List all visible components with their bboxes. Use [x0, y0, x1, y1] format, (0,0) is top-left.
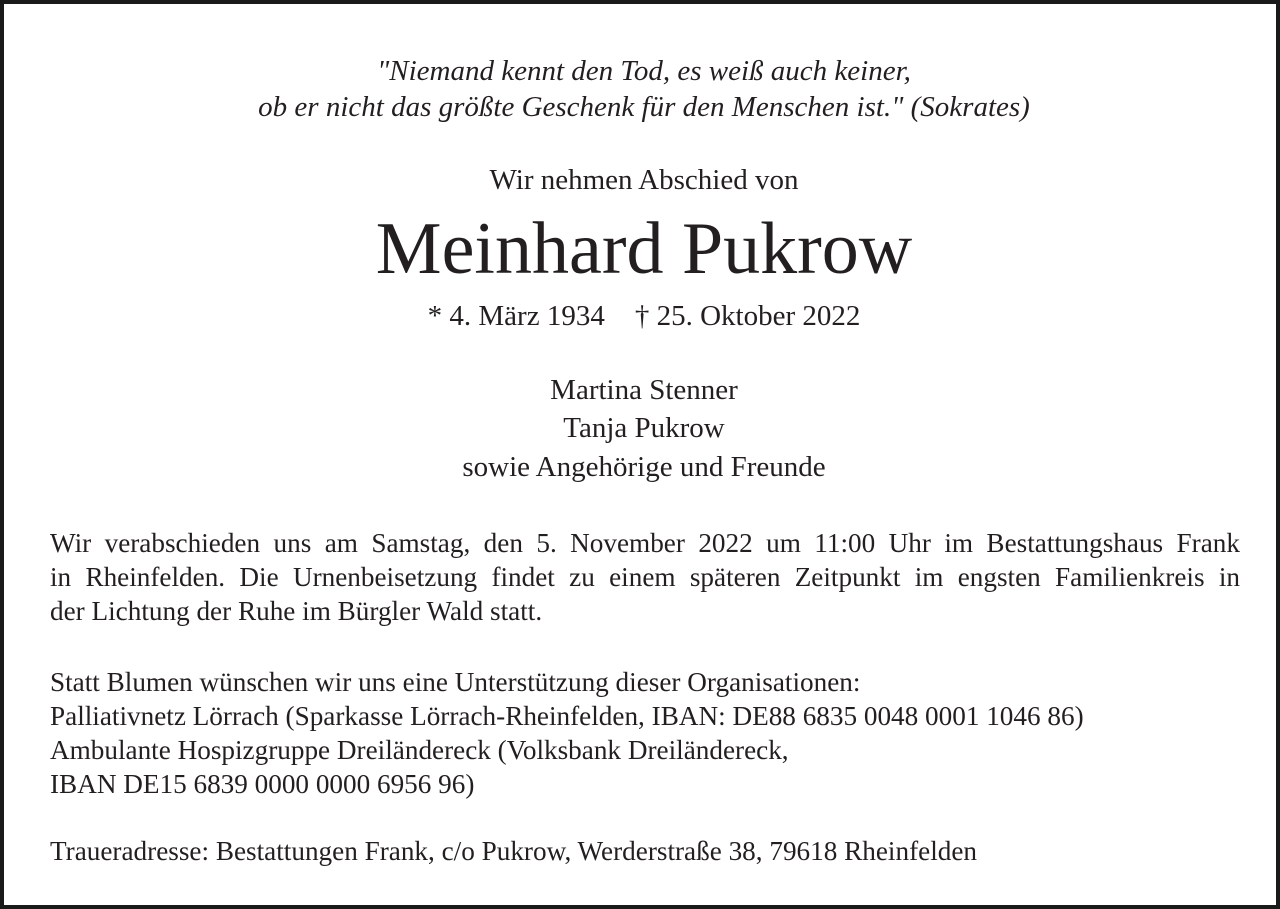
donation-text-line: Statt Blumen wünschen wir uns eine Unterstützung dieser Organisationen:	[50, 667, 861, 697]
farewell-intro: Wir nehmen Abschied von	[489, 164, 799, 196]
ceremony-text-line: Wir verabschieden uns am Samstag, den 5. November 2022 um 11:00 Uhr im Bestattungshaus Frank	[50, 528, 1240, 558]
life-dates	[4, 298, 1280, 334]
mourner-name: Tanja Pukrow	[563, 412, 725, 444]
mourner-relatives: sowie Angehörige und Freunde	[462, 451, 826, 483]
donation-text-line: Ambulante Hospizgruppe Dreiländereck (Volksbank Dreiländereck,	[50, 735, 789, 765]
ceremony-text-line: der Lichtung der Ruhe im Bürgler Wald statt.	[50, 596, 543, 626]
donation-text-line: IBAN DE15 6839 0000 0000 6956 96)	[50, 769, 475, 799]
quote-line-1: "Niemand kennt den Tod, es weiß auch keiner,	[377, 55, 911, 87]
quote-line-2: ob er nicht das größte Geschenk für den Menschen ist." (Sokrates)	[258, 91, 1030, 123]
mourning-address: Traueradresse: Bestattungen Frank, c/o Pukrow, Werderstraße 38, 79618 Rheinfelden	[50, 836, 978, 866]
death-date: † 25. Oktober 2022	[634, 300, 861, 332]
birth-date: * 4. März 1934	[427, 300, 605, 332]
mourner-name: Martina Stenner	[550, 374, 738, 406]
deceased-name: Meinhard Pukrow	[375, 208, 913, 290]
donation-text-line: Palliativnetz Lörrach (Sparkasse Lörrach-Rheinfelden, IBAN: DE88 6835 0048 0001 1046 86)	[50, 701, 1084, 731]
ceremony-text-line: in Rheinfelden. Die Urnenbeisetzung findet zu einem späteren Zeitpunkt im engsten Familienkreis in	[50, 562, 1240, 592]
